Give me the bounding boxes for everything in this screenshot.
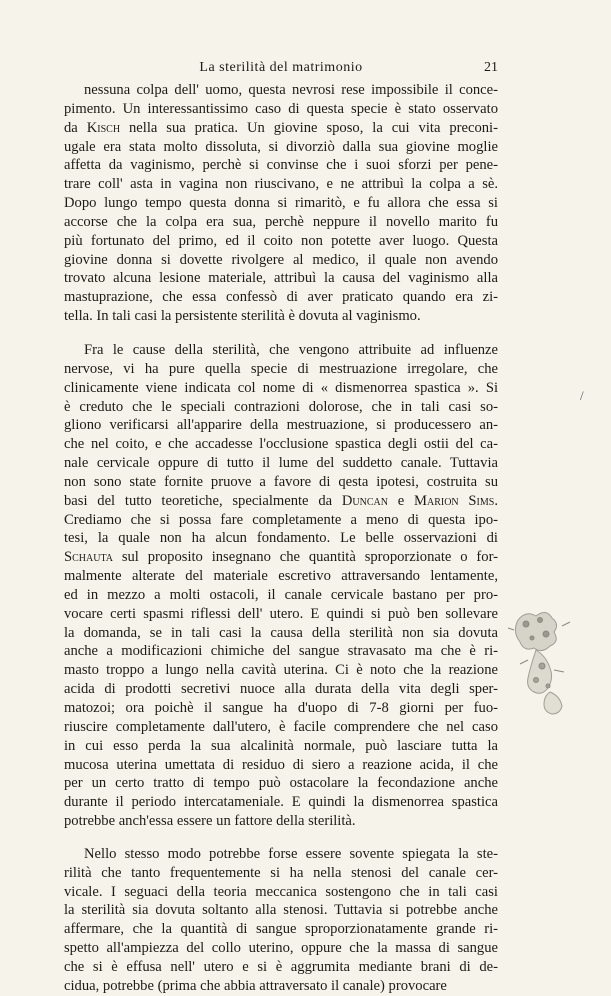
running-header bbox=[64, 60, 498, 80]
text-line: la sterilità sia dovuta soltanto alla stenosi. Tuttavia si potrebbe anche bbox=[64, 902, 498, 919]
text-line: che si è effusa nell' utero e si è aggrumita mediante brani di de- bbox=[64, 958, 498, 975]
text-line: nessuna colpa dell' uomo, questa nevrosi rese impossibile il conce- bbox=[84, 82, 498, 98]
ink-stain-blot bbox=[506, 600, 576, 720]
text-line: da Kisch nella sua pratica. Un giovine sposo, la cui vita preconi- bbox=[64, 119, 498, 136]
paragraph-stenosis bbox=[64, 845, 498, 996]
text-line: affermare, che la quantità di sangue sproporzionatamente grande ri- bbox=[64, 921, 498, 938]
text-line: ugale era stata molto dissoluta, si divorziò dalla sua giovine moglie bbox=[64, 138, 498, 155]
text-line: trare coll' asta in vagina non riuscivano, e ne attribuì la colpa a sè. bbox=[64, 176, 498, 193]
text-line: Schauta sul proposito insegnano che quantità sproporzionate o for- bbox=[64, 549, 498, 566]
text-line: spetto all'ampiezza del collo uterino, oppure che la massa di sangue bbox=[64, 940, 498, 957]
text-line: è creduto che le speciali contrazioni dolorose, che in tali casi so- bbox=[64, 398, 498, 415]
text-line: non sono state fornite pruove a favore di qesta ipotesi, costruita su bbox=[64, 473, 498, 490]
text-line: accorse che la colpa era sua, perchè neppure il novello marito fu bbox=[64, 213, 498, 230]
paragraph-vaginismus bbox=[64, 81, 498, 326]
text-line: nale cervicale oppure di tutto il lume del suddetto canale. Tuttavia bbox=[64, 455, 498, 472]
text-line: più fortunato del primo, ed il coito non potette aver luogo. Questa bbox=[64, 232, 498, 249]
text-line: Crediamo che si possa fare completamente a meno di questa ipo- bbox=[64, 511, 498, 528]
text-line: affetta da vaginismo, perchè si convinse che i suoi sforzi per pene- bbox=[64, 157, 498, 174]
text-line: Fra le cause della sterilità, che vengono attribuite ad influenze bbox=[84, 341, 498, 358]
text-line: riuscire completamente dall'utero, è facile comprendere che nel caso bbox=[64, 718, 498, 735]
text-line: basi del tutto teoretiche, specialmente da Duncan e Marion Sims. bbox=[64, 492, 498, 509]
text-line: matozoi; ora poichè il sangue ha d'uopo di 7-8 giorni per fuo- bbox=[64, 700, 498, 716]
text-line: durante il periodo intercatameniale. E quindi la dismenorrea spastica bbox=[64, 794, 498, 811]
text-line: malmente alterate del materiale escretivo attraversando lentamente, bbox=[64, 568, 498, 585]
text-line: potrebbe anch'essa essere un fattore della sterilità. bbox=[64, 813, 356, 830]
text-line: che nel coito, e che accadesse l'occlusione spastica degli ostii del ca- bbox=[64, 436, 498, 453]
text-line: cidua, potrebbe (prima che abbia attraversato il canale) provocare bbox=[64, 977, 447, 994]
text-line: rilità che tanto frequentemente si ha nella stenosi del canale cer- bbox=[64, 864, 498, 881]
text-line: in cui esso perda la sua alcalinità normale, può lasciare tutta la bbox=[64, 737, 498, 754]
text-line: ed in mezzo a molti ostacoli, il canale cervicale bastano per pro- bbox=[64, 586, 498, 603]
text-line: mastuprazione, che essa confessò di aver praticato quando era zi- bbox=[64, 289, 498, 306]
text-line: tesi, la quale non ha alcun fondamento. Le belle osservazioni di bbox=[64, 530, 498, 547]
paragraph-dysmenorrhea bbox=[64, 341, 498, 831]
text-line: la domanda, se in tali casi la causa della sterilità non sia dovuta bbox=[64, 624, 498, 641]
body-text bbox=[64, 81, 498, 996]
text-line: masto troppo a lungo nella cavità uterina. Ci è noto che la reazione bbox=[64, 662, 498, 679]
running-title: La sterilità del matrimonio bbox=[199, 60, 363, 75]
text-line: pimento. Un interessantissimo caso di questa specie è stato osservato bbox=[64, 100, 498, 117]
text-line: per un certo tratto di tempo può ostacolare la fecondazione anche bbox=[64, 775, 498, 792]
text-line: Dopo lungo tempo questa donna si rimaritò, e fu allora che essa si bbox=[64, 195, 498, 212]
text-line: gliono verificarsi all'apparire della mestruazione, si producessero an- bbox=[64, 417, 498, 434]
text-line: acida di prodotti secretivi nuoce alla durata della vita degli sper- bbox=[64, 681, 498, 698]
text-line: vocare certi spasmi riflessi dell' utero. E quindi si può ben sollevare bbox=[64, 605, 498, 622]
text-line: mucosa uterina umettata di residuo di siero a reazione acida, il che bbox=[64, 756, 498, 773]
text-line: tella. In tali casi la persistente sterilità è dovuta al vaginismo. bbox=[64, 308, 421, 325]
text-line: clinicamente viene indicata col nome di « dismenorrea spastica ». Si bbox=[64, 379, 498, 396]
text-line: trovato alcuna lesione materiale, attribuì la causa del vaginismo alla bbox=[64, 270, 498, 287]
text-line: Nello stesso modo potrebbe forse essere sovente spiegata la ste- bbox=[84, 845, 498, 862]
text-line: anche a modificazioni chimiche del sangue stravasato ma che è ri- bbox=[64, 643, 498, 660]
margin-pencil-mark: / bbox=[580, 388, 584, 403]
text-line: giovine donna si dovette rivolgere al medico, il quale non avendo bbox=[64, 251, 498, 268]
text-line: vicale. I seguaci della teoria meccanica sostengono che in tali casi bbox=[64, 883, 498, 900]
text-line: nervose, vi ha pure quella specie di mestruazione irregolare, che bbox=[64, 360, 498, 377]
page-number: 21 bbox=[484, 60, 498, 75]
